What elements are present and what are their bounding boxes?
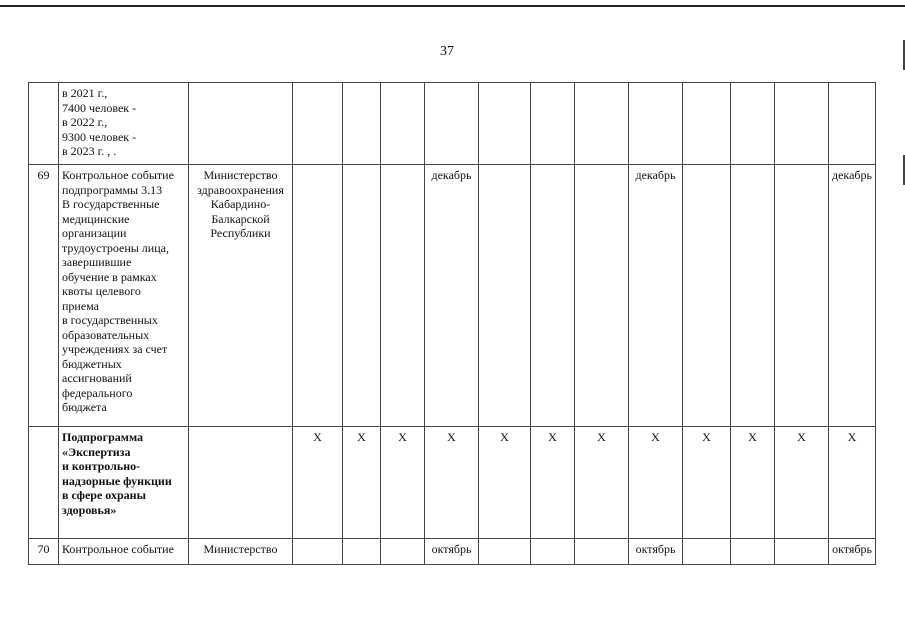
org-text-line: Министерство — [203, 168, 278, 182]
event-text-line: Контрольное событие — [62, 542, 174, 556]
table-row — [29, 539, 876, 565]
schedule-mark-cell: октябрь — [829, 539, 876, 565]
org-text-line: Балкарской — [211, 211, 270, 226]
schedule-mark-cell — [293, 539, 343, 565]
event-text-line: надзорные функции — [62, 473, 172, 488]
schedule-mark-cell — [381, 165, 425, 427]
schedule-mark-cell: X — [775, 427, 829, 539]
schedule-mark-cell — [343, 539, 381, 565]
event-text-line: бюджета — [62, 400, 107, 414]
schedule-mark-cell — [683, 165, 731, 427]
event-text-line: здоровья» — [62, 502, 117, 517]
org-text-line: Республики — [210, 226, 271, 240]
schedule-mark-cell — [829, 83, 876, 165]
schedule-mark-cell — [381, 539, 425, 565]
responsible-org-cell — [189, 539, 293, 565]
schedule-mark-cell: X — [479, 427, 531, 539]
event-description-cell — [59, 83, 189, 165]
schedule-mark-cell — [531, 539, 575, 565]
schedule-mark-cell — [683, 83, 731, 165]
event-text-line: ассигнований — [62, 371, 132, 385]
responsible-org-cell — [189, 165, 293, 427]
schedule-mark-cell — [381, 83, 425, 165]
schedule-mark-cell: X — [629, 427, 683, 539]
schedule-mark-cell — [775, 539, 829, 565]
schedule-mark-cell — [775, 165, 829, 427]
schedule-mark-cell — [731, 165, 775, 427]
event-text-line: 9300 человек - — [62, 129, 137, 144]
event-text-line: «Экспертиза — [62, 444, 131, 459]
event-text-line: приема — [62, 298, 100, 313]
schedule-mark-cell: X — [425, 427, 479, 539]
event-text-line: в государственных — [62, 313, 158, 327]
org-text-line: здравоохранения — [197, 182, 284, 197]
responsible-org-cell — [189, 83, 293, 165]
event-text-line: в 2021 г., — [62, 86, 108, 100]
event-text-line: обучение в рамках — [62, 269, 157, 284]
event-text-line: образовательных — [62, 327, 150, 342]
event-text-line: В государственные — [62, 197, 160, 211]
schedule-mark-cell — [531, 83, 575, 165]
event-text-line: трудоустроены лица, — [62, 240, 169, 255]
schedule-mark-cell: декабрь — [829, 165, 876, 427]
schedule-mark-cell — [575, 539, 629, 565]
schedule-mark-cell — [479, 165, 531, 427]
event-text-line: квоты целевого — [62, 284, 141, 298]
schedule-mark-cell — [343, 165, 381, 427]
schedule-mark-cell — [575, 165, 629, 427]
row-number-cell: 70 — [29, 539, 59, 565]
event-text-line: в 2022 г., — [62, 115, 108, 129]
table-row — [29, 427, 876, 539]
org-text-line: Министерство — [203, 542, 278, 556]
schedule-mark-cell — [531, 165, 575, 427]
event-text-line: в сфере охраны — [62, 488, 146, 502]
schedule-mark-cell — [683, 539, 731, 565]
table-row — [29, 165, 876, 427]
schedule-mark-cell: X — [575, 427, 629, 539]
schedule-mark-cell — [731, 539, 775, 565]
schedule-mark-cell — [293, 83, 343, 165]
schedule-mark-cell — [425, 83, 479, 165]
schedule-mark-cell — [479, 539, 531, 565]
event-text-line: учреждениях за счет — [62, 342, 168, 356]
schedule-mark-cell — [479, 83, 531, 165]
schedule-mark-cell — [629, 83, 683, 165]
row-number-cell — [29, 83, 59, 165]
schedule-mark-cell: декабрь — [425, 165, 479, 427]
schedule-mark-cell: X — [381, 427, 425, 539]
schedule-mark-cell: X — [829, 427, 876, 539]
event-text-line: федерального — [62, 385, 133, 400]
schedule-mark-cell: октябрь — [425, 539, 479, 565]
event-description-cell — [59, 539, 189, 565]
schedule-mark-cell — [731, 83, 775, 165]
schedule-mark-cell: X — [531, 427, 575, 539]
event-description-cell — [59, 165, 189, 427]
row-number-cell — [29, 427, 59, 539]
event-text-line: организации — [62, 226, 127, 240]
schedule-mark-cell: X — [293, 427, 343, 539]
schedule-mark-cell: X — [731, 427, 775, 539]
schedule-table — [28, 82, 876, 565]
schedule-mark-cell — [293, 165, 343, 427]
top-border-line — [0, 5, 905, 7]
schedule-mark-cell: X — [343, 427, 381, 539]
table-row — [29, 83, 876, 165]
event-description-cell — [59, 427, 189, 539]
row-number-cell: 69 — [29, 165, 59, 427]
schedule-mark-cell: октябрь — [629, 539, 683, 565]
schedule-mark-cell — [775, 83, 829, 165]
event-text-line: бюджетных — [62, 356, 122, 371]
event-text-line: в 2023 г. , . — [62, 144, 117, 158]
event-text-line: медицинские — [62, 211, 130, 226]
schedule-mark-cell: декабрь — [629, 165, 683, 427]
event-text-line: завершившие — [62, 255, 132, 269]
schedule-mark-cell — [343, 83, 381, 165]
schedule-mark-cell: X — [683, 427, 731, 539]
event-text-line: подпрограммы 3.13 — [62, 182, 163, 197]
event-text-line: 7400 человек - — [62, 100, 137, 115]
event-text-line: Контрольное событие — [62, 168, 174, 182]
org-text-line: Кабардино- — [210, 197, 271, 211]
event-text-line: Подпрограмма — [62, 430, 144, 444]
schedule-mark-cell — [575, 83, 629, 165]
event-text-line: и контрольно- — [62, 459, 141, 473]
page-number: 37 — [440, 44, 454, 59]
responsible-org-cell — [189, 427, 293, 539]
